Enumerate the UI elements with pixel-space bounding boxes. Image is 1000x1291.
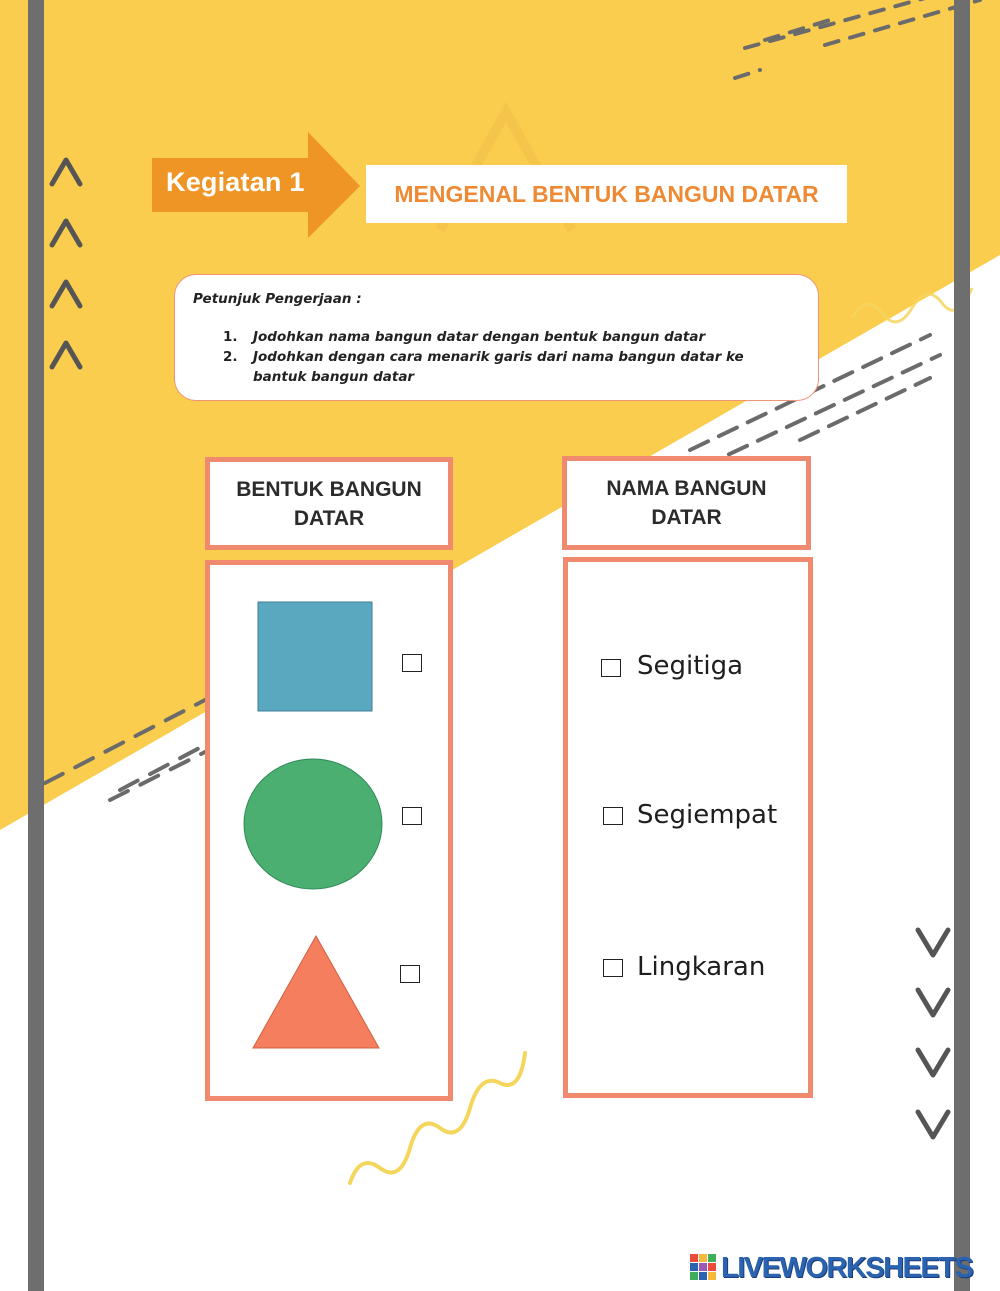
frame-bar-right	[954, 0, 970, 1291]
title-box	[366, 165, 847, 223]
liveworksheets-logo-text: LIVEWORKSHEETS	[721, 1252, 973, 1284]
liveworksheets-logo[interactable]	[690, 1252, 972, 1285]
instruction-item	[223, 327, 793, 347]
square-checkbox[interactable]	[402, 654, 422, 672]
activity-label: Kegiatan 1	[166, 167, 305, 197]
frame-bar-left	[28, 0, 44, 1291]
square-icon	[258, 602, 372, 711]
lingkaran-checkbox[interactable]	[603, 959, 623, 977]
shape-name-lingkaran: Lingkaran	[637, 952, 766, 982]
instruction-item	[223, 347, 793, 387]
triangle-checkbox[interactable]	[400, 965, 420, 983]
segitiga-checkbox[interactable]	[601, 659, 621, 677]
circle-checkbox[interactable]	[402, 807, 422, 825]
chevrons-right	[918, 930, 948, 1137]
segiempat-checkbox[interactable]	[603, 807, 623, 825]
shapes-column-header	[205, 457, 453, 550]
shapes-drawing	[205, 560, 453, 1101]
names-column-header	[562, 456, 811, 550]
instruction-text: Jodohkan dengan cara menarik garis dari nama bangun datar ke bantuk bangun datar	[253, 349, 744, 385]
instructions-box	[174, 274, 819, 401]
liveworksheets-mark-icon	[690, 1254, 718, 1280]
names-column-header-label: NAMA BANGUN DATAR	[606, 477, 767, 529]
instructions-title: Petunjuk Pengerjaan :	[193, 291, 362, 307]
shapes-column-header-label: BENTUK BANGUN DATAR	[236, 477, 422, 530]
triangle-icon	[253, 936, 379, 1048]
instruction-number: 2.	[223, 349, 238, 365]
shape-name-segitiga: Segitiga	[637, 651, 744, 681]
instruction-text: Jodohkan nama bangun datar dengan bentuk bangun datar	[253, 329, 706, 345]
instruction-number: 1.	[223, 329, 238, 345]
page-title: MENGENAL BENTUK BANGUN DATAR	[394, 180, 819, 207]
shape-name-segiempat: Segiempat	[637, 800, 778, 830]
circle-icon	[244, 759, 382, 889]
instructions-list	[223, 327, 793, 387]
